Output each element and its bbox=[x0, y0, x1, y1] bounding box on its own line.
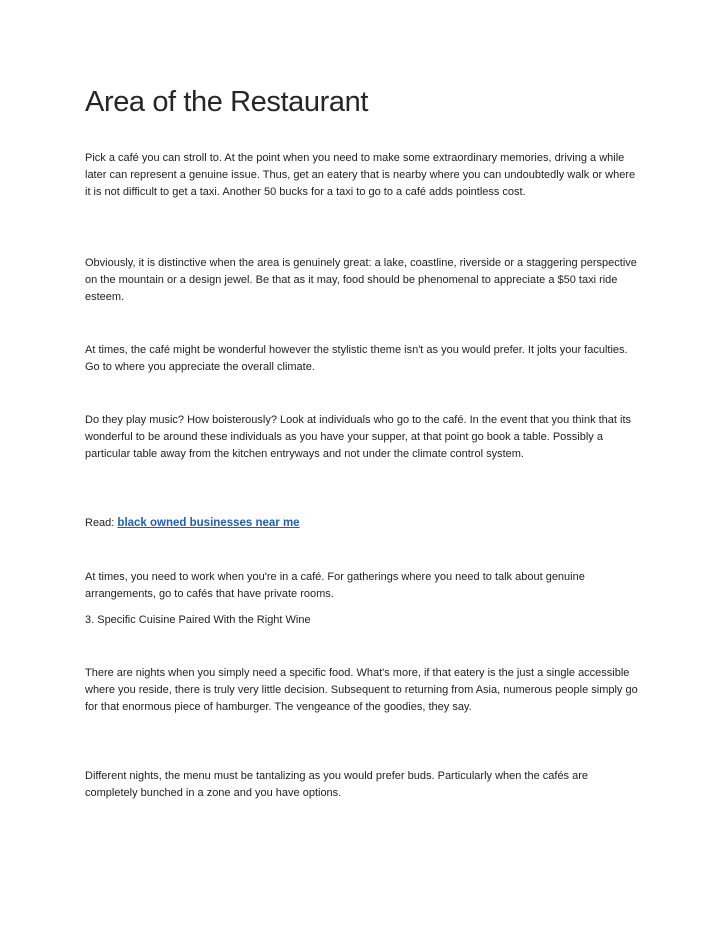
paragraph-great-area: Obviously, it is distinctive when the area is genuinely great: a lake, coastline, riverside or a staggering perspective on the mountain or a design jewel. Be that as it may, food should be phenomenal to appreciate a $50 taxi ride esteem. bbox=[85, 257, 637, 303]
section-heading-cuisine: 3. Specific Cuisine Paired With the Right Wine bbox=[85, 614, 311, 626]
page-title: Area of the Restaurant bbox=[85, 86, 368, 118]
paragraph-menu-options: Different nights, the menu must be tantalizing as you would prefer buds. Particularly when the cafés are completely bunched in a zone and you have options. bbox=[85, 770, 589, 799]
read-line bbox=[85, 515, 300, 532]
read-link[interactable]: black owned businesses near me bbox=[117, 517, 300, 529]
paragraph-specific-food: There are nights when you simply need a specific food. What's more, if that eatery is the just a single accessible where you reside, there is truly very little decision. Subsequent to returning from Asia, numerous people simply go for that enormous piece of hamburger. The vengeance of the goodies, they say. bbox=[85, 667, 638, 713]
paragraph-music: Do they play music? How boisterously? Look at individuals who go to the café. In the event that you think that its wonderful to be around these individuals as you have your supper, at that point go book a table. Possibly a particular table away from the kitchen entryways and not under the climate control system. bbox=[85, 414, 632, 460]
paragraph-walkable-cafe: Pick a café you can stroll to. At the point when you need to make some extraordinary memories, driving a while later can represent a genuine issue. Thus, get an eatery that is nearby where you can undoubtedly walk or where it is not difficult to get a taxi. Another 50 bucks for a taxi to go to a café adds pointless cost. bbox=[85, 152, 636, 198]
read-prefix: Read: bbox=[85, 517, 118, 529]
paragraph-work-cafe: At times, you need to work when you're in a café. For gatherings where you need to talk about genuine arrangements, go to cafés that have private rooms. bbox=[85, 571, 585, 600]
paragraph-stylistic-theme: At times, the café might be wonderful however the stylistic theme isn't as you would prefer. It jolts your faculties. Go to where you appreciate the overall climate. bbox=[85, 344, 628, 373]
